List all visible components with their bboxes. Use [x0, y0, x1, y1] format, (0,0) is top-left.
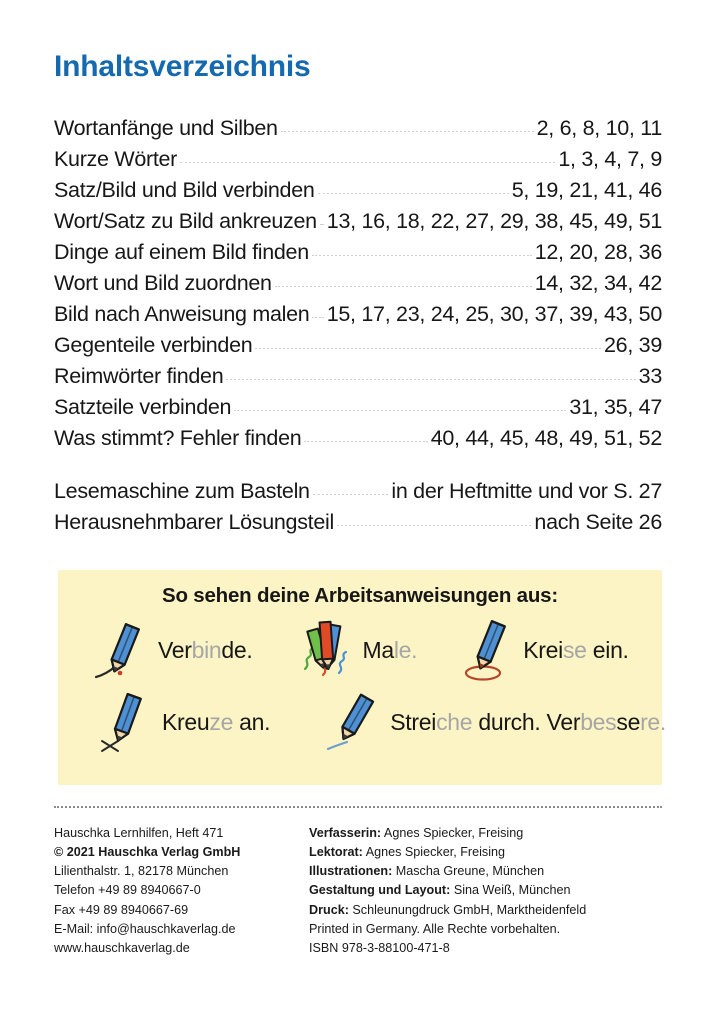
instruction-label: [390, 709, 666, 736]
footer-credit-label: Gestaltung und Layout:: [309, 883, 451, 898]
footer-line: E-Mail: info@hauschkaverlag.de: [54, 921, 236, 936]
instruction-text-segment: bes: [580, 708, 617, 735]
instruction-text-segment: che: [436, 708, 473, 735]
instructions-row-2: [58, 686, 667, 758]
toc-entry-pages: 40, 44, 45, 48, 49, 51, 52: [430, 426, 662, 450]
footer-credit-value: Agnes Spiecker, Freising: [381, 826, 524, 840]
instruction-item-kreuze-an: [98, 689, 270, 755]
footer-credit-line: [309, 901, 639, 920]
toc-entry-label: Dinge auf einem Bild finden: [54, 240, 309, 264]
instruction-text-segment: de.: [221, 636, 253, 663]
footer-line: Telefon +49 89 8940667-0: [54, 883, 201, 898]
toc-entry-label: Was stimmt? Fehler finden: [54, 426, 302, 450]
blue-pencil-drawing-line-icon: [94, 617, 152, 683]
toc-entry-8[interactable]: [54, 366, 662, 397]
footer-credit-value: Schleunungdruck GmbH, Marktheidenfeld: [348, 902, 587, 917]
toc-leader-dots: [304, 441, 427, 442]
toc-leader-dots: [255, 348, 601, 349]
toc-entry-9[interactable]: [54, 397, 662, 428]
toc-entry-label: Satzteile verbinden: [54, 395, 232, 419]
toc-entry-pages: 15, 17, 23, 24, 25, 30, 37, 39, 43, 50: [326, 302, 662, 326]
toc-leader-dots: [320, 224, 324, 225]
toc-entry-7[interactable]: [54, 335, 662, 366]
toc-entry-label: Satz/Bild und Bild verbinden: [54, 178, 315, 202]
toc-entry-2[interactable]: [54, 180, 662, 211]
toc-entry-pages: 31, 35, 47: [569, 395, 662, 419]
toc-entry-label: Gegenteile verbinden: [54, 333, 253, 357]
toc-entry-extra-0[interactable]: [54, 481, 662, 512]
toc-entry-label: Herausnehmbarer Lösungsteil: [54, 510, 334, 534]
instruction-text-segment: se: [616, 708, 641, 735]
toc-entry-extra-1[interactable]: [54, 512, 662, 543]
footer-publisher-info: [54, 824, 304, 958]
toc-entry-3[interactable]: [54, 211, 662, 242]
toc-entry-label: Lesemaschine zum Basteln: [54, 479, 310, 503]
instruction-text-segment: Strei: [390, 708, 437, 735]
instruction-label: [158, 637, 253, 664]
toc-leader-dots: [337, 525, 531, 526]
page-title: Inhaltsverzeichnis: [54, 50, 311, 83]
footer-credit-value: Mascha Greune, München: [392, 864, 545, 879]
toc-entry-pages: 1, 3, 4, 7, 9: [558, 147, 662, 171]
instruction-item-kreise-ein: [459, 617, 628, 683]
toc-entry-pages: 12, 20, 28, 36: [534, 240, 662, 264]
footer-credit-line: [309, 881, 639, 900]
toc-entry-6[interactable]: [54, 304, 662, 335]
footer-line: Lilienthalstr. 1, 82178 München: [54, 864, 229, 879]
footer-line: © 2021 Hauschka Verlag GmbH: [54, 845, 241, 860]
toc-leader-dots: [234, 410, 566, 411]
blue-pencil-drawing-cross-icon: [98, 689, 156, 755]
three-colored-pencils-scribble-icon: [299, 617, 357, 683]
footer-credit-label: Druck:: [309, 902, 349, 917]
instruction-text-segment: an.: [233, 708, 271, 735]
footer-credits: [309, 824, 639, 958]
footer-credit-line: [309, 824, 639, 843]
toc-entry-pages: 5, 19, 21, 41, 46: [511, 178, 662, 202]
footer-line: www.hauschkaverlag.de: [54, 940, 190, 955]
toc-leader-dots: [313, 494, 389, 495]
footer-credit-line: [309, 843, 639, 862]
instruction-text-segment: Ver: [158, 636, 192, 663]
footer-line: Fax +49 89 8940667-69: [54, 902, 189, 917]
footer-credit-value: Sina Weiß, München: [450, 883, 571, 898]
toc-entry-pages: in der Heftmitte und vor S. 27: [391, 479, 662, 503]
instruction-text-segment: re.: [640, 708, 667, 735]
toc-leader-dots: [180, 162, 555, 163]
instruction-text-segment: bin: [191, 636, 222, 663]
instruction-label: [162, 709, 270, 736]
instruction-item-verbinde: [94, 617, 253, 683]
table-of-contents: [54, 118, 662, 543]
toc-leader-dots: [275, 286, 532, 287]
instructions-box: [58, 570, 667, 785]
instruction-text-segment: Ma: [362, 636, 394, 663]
footer-credit-line: [309, 939, 639, 958]
instruction-text-segment: Krei: [523, 636, 563, 663]
toc-entry-label: Wort und Bild zuordnen: [54, 271, 272, 295]
toc-entry-pages: 13, 16, 18, 22, 27, 29, 38, 45, 49, 51: [326, 209, 663, 233]
instruction-text-segment: ze: [209, 708, 234, 735]
toc-entry-10[interactable]: [54, 428, 662, 459]
toc-entry-label: Wort/Satz zu Bild ankreuzen: [54, 209, 317, 233]
instruction-label: [363, 637, 418, 664]
toc-entry-label: Reimwörter finden: [54, 364, 224, 388]
footer-credit-value: Printed in Germany. Alle Rechte vorbehalten.: [309, 921, 561, 936]
toc-entry-pages: nach Seite 26: [534, 510, 662, 534]
instruction-text-segment: ein.: [586, 636, 629, 663]
footer-credit-line: [309, 862, 639, 881]
footer-credit-line: [309, 920, 639, 939]
instructions-heading: So sehen deine Arbeitsanweisungen aus:: [161, 584, 559, 607]
toc-entry-pages: 26, 39: [604, 333, 662, 357]
toc-entry-0[interactable]: [54, 118, 662, 149]
instruction-label: [523, 637, 628, 664]
toc-leader-dots: [312, 255, 532, 256]
instruction-item-streiche-durch: [326, 689, 666, 755]
footer-credit-label: Verfasserin:: [309, 826, 382, 840]
footer-divider: [54, 806, 662, 808]
toc-entry-4[interactable]: [54, 242, 662, 273]
blue-pencil-strikethrough-icon: [326, 689, 384, 755]
toc-entry-pages: 14, 32, 34, 42: [534, 271, 662, 295]
footer-credit-label: Lektorat:: [309, 845, 363, 860]
instruction-text-segment: durch. Ver: [472, 708, 581, 735]
instructions-row-1: [58, 614, 662, 686]
footer-line: Hauschka Lernhilfen, Heft 471: [54, 826, 224, 840]
toc-leader-dots: [312, 317, 323, 318]
toc-entry-5[interactable]: [54, 273, 662, 304]
toc-section-gap: [54, 459, 662, 481]
toc-entry-label: Wortanfänge und Silben: [54, 116, 278, 140]
toc-leader-dots: [318, 193, 509, 194]
toc-leader-dots: [226, 379, 635, 380]
toc-entry-pages: 2, 6, 8, 10, 11: [536, 116, 662, 140]
toc-entry-1[interactable]: [54, 149, 662, 180]
blue-pencil-drawing-circle-icon: [459, 617, 517, 683]
instruction-text-segment: se: [562, 636, 587, 663]
toc-entry-label: Bild nach Anweisung malen: [54, 302, 310, 326]
footer-credit-value: ISBN 978-3-88100-471-8: [309, 940, 450, 955]
instruction-text-segment: le.: [393, 636, 418, 663]
toc-leader-dots: [281, 131, 534, 132]
toc-entry-pages: 33: [638, 364, 662, 388]
toc-entry-label: Kurze Wörter: [54, 147, 178, 171]
instruction-item-male: [299, 617, 418, 683]
footer-credit-value: Agnes Spiecker, Freising: [362, 845, 505, 860]
instruction-text-segment: Kreu: [162, 708, 210, 735]
footer-credit-label: Illustrationen:: [309, 864, 393, 879]
